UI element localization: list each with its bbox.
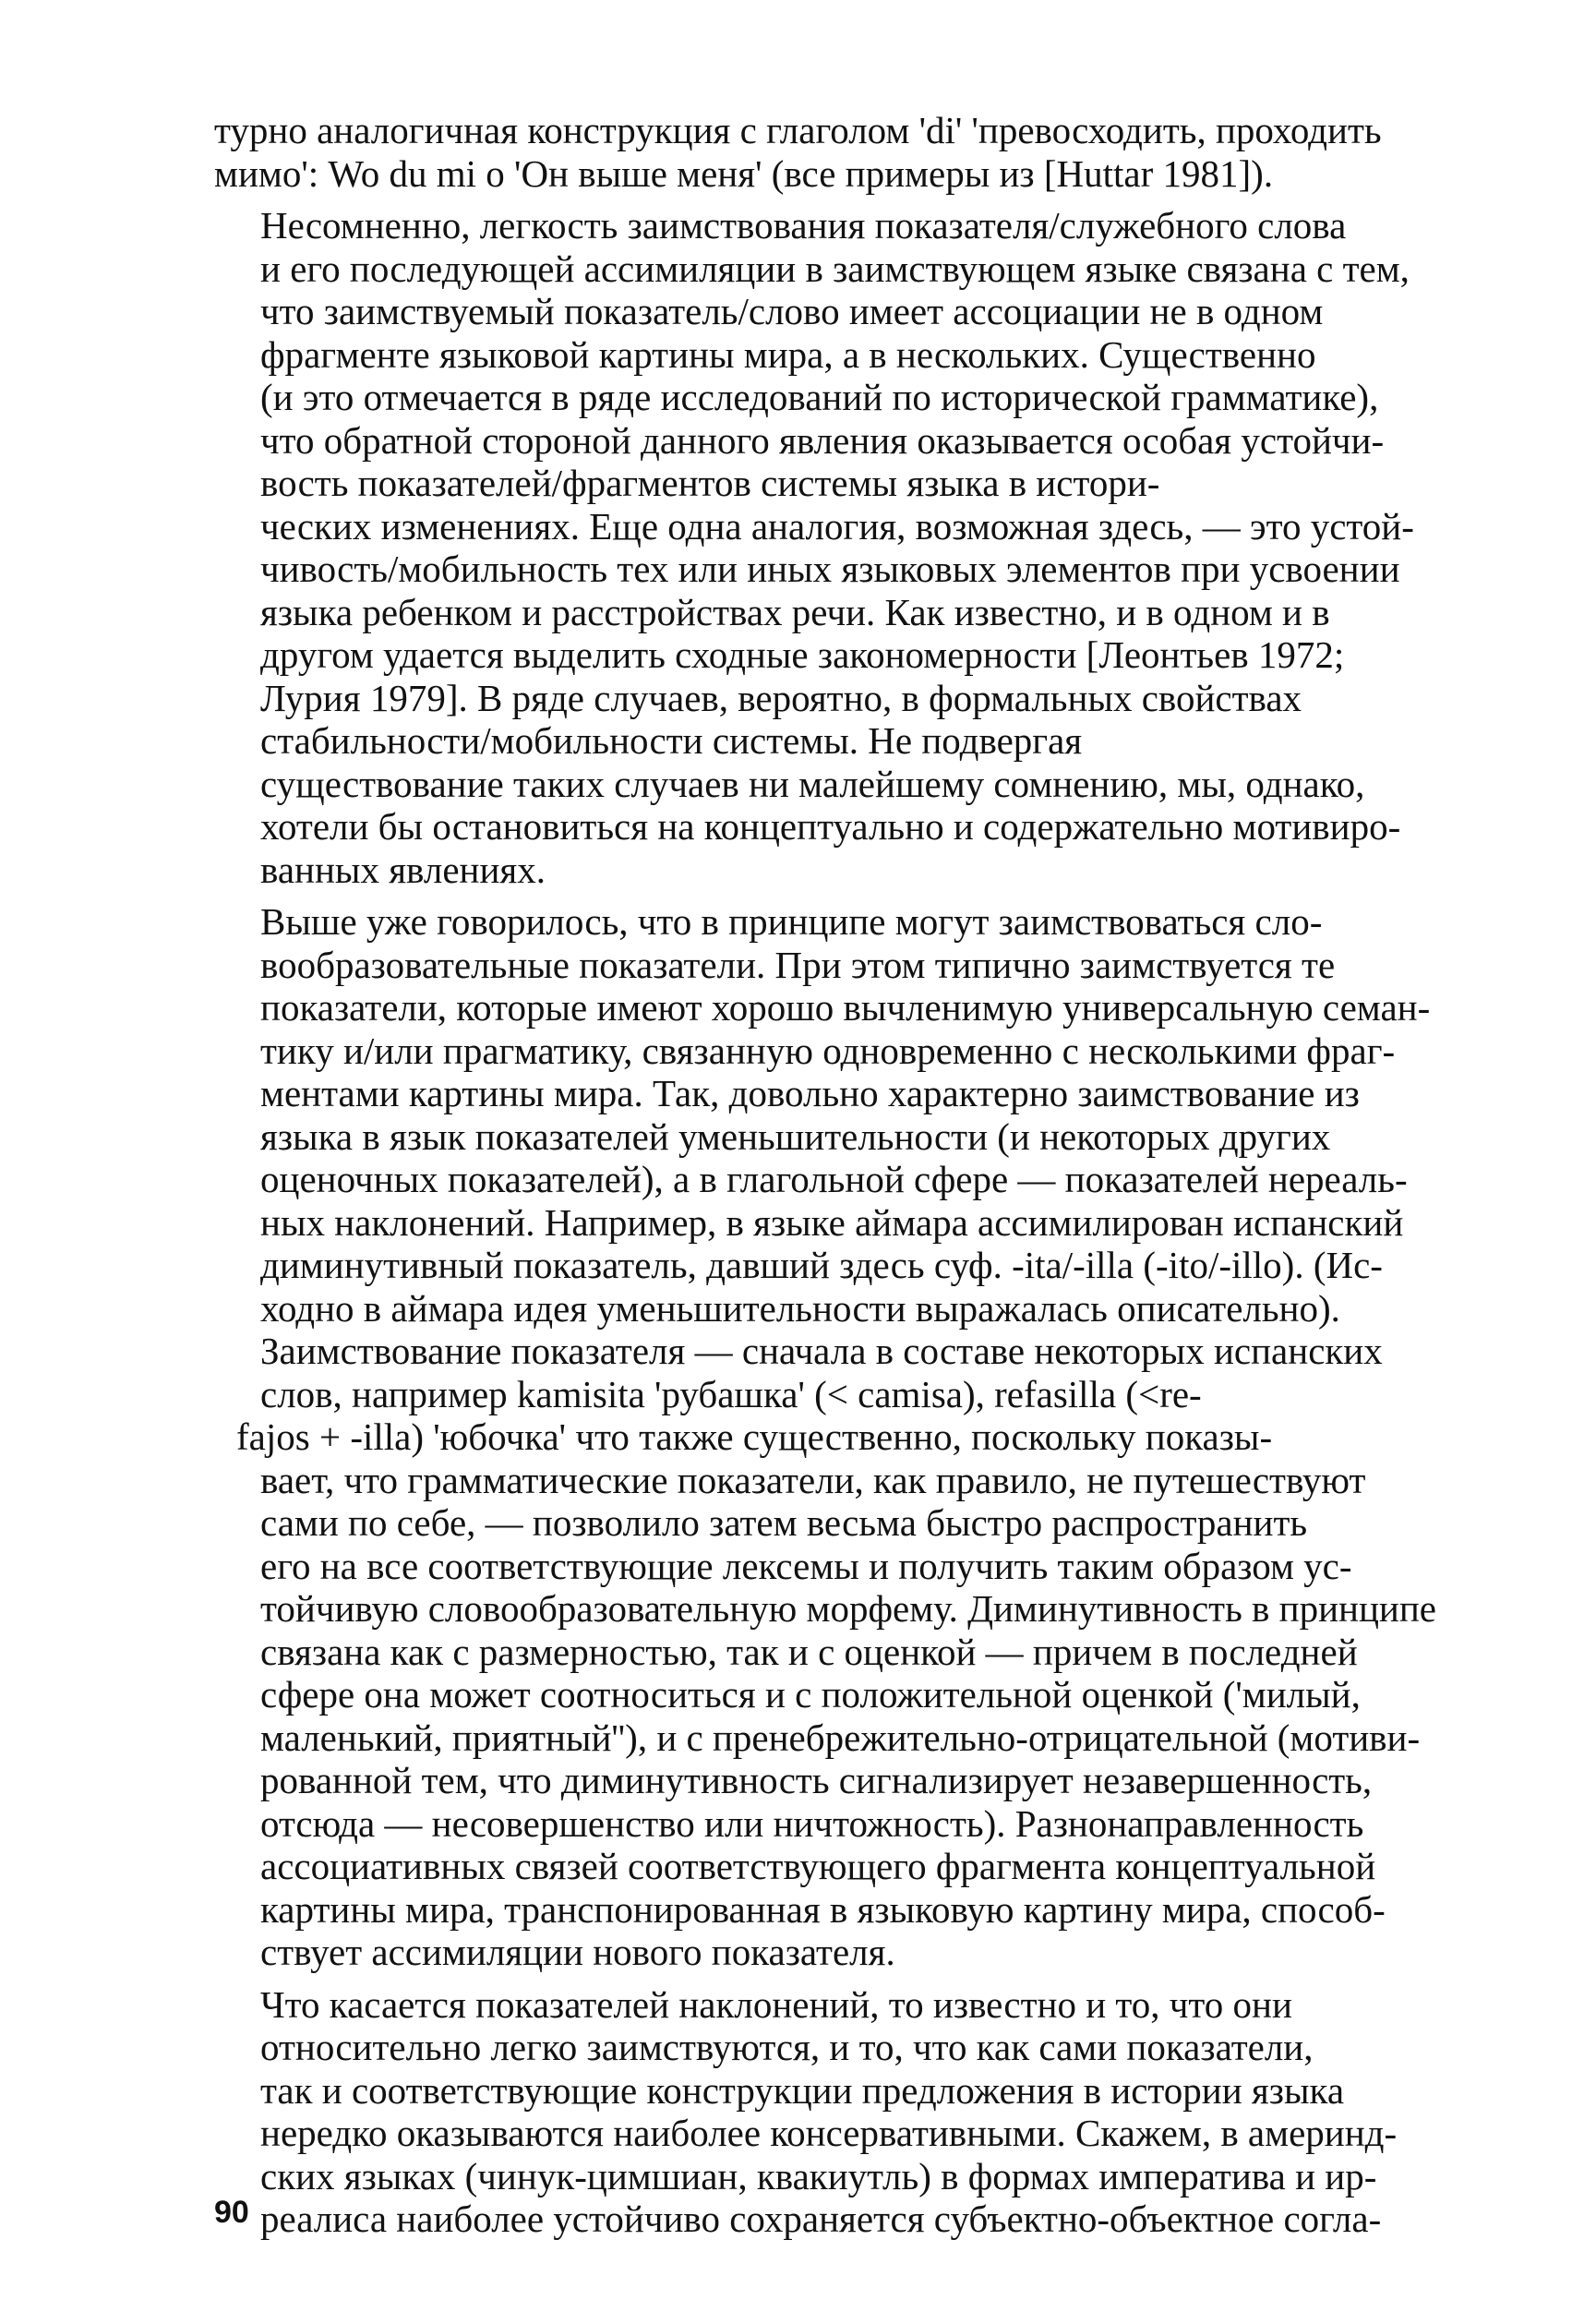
text-line: Заимствование показателя — сначала в составе некоторых испанских [260, 1330, 1383, 1372]
text-line: существование таких случаев ни малейшему сомнению, мы, однако, [260, 762, 1365, 805]
text-line: диминутивный показатель, давший здесь суф. -ita/-illa (-ito/-illo). (Ис- [260, 1244, 1383, 1286]
text-line: другом удается выделить сходные закономерности [Леонтьев 1972; [260, 633, 1345, 676]
text-line: его на все соответствующие лексемы и получить таким образом ус- [260, 1544, 1352, 1587]
text-line: что обратной стороной данного явления оказывается особая устойчи- [260, 418, 1385, 462]
text-line: вает, что грамматические показатели, как правило, не путешествуют [260, 1458, 1366, 1501]
text-line: что заимствуемый показатель/слово имеет ассоциации не в одном [260, 290, 1324, 332]
text-line: так и соответствующие конструкции предложения в истории языка [260, 2068, 1345, 2112]
text-line: хотели бы остановиться на концептуально и содержательно мотивиро- [260, 805, 1401, 848]
page-number: 90 [214, 2195, 249, 2230]
text-line: сами по себе, — позволило затем весьма быстро распространить [260, 1501, 1308, 1544]
paragraph-3 [214, 900, 1479, 1974]
text-line: тику и/или прагматику, связанную одновременно с несколькими фраг- [260, 1029, 1396, 1072]
text-line: ских языках (чинук-цимшиан, квакиутль) в формах императива и ир- [260, 2154, 1377, 2198]
text-line: Что касается показателей наклонений, то известно и то, что они [260, 1982, 1292, 2026]
text-line: ванных явлениях. [260, 848, 546, 891]
text-line: (и это отмечается в ряде исследований по исторической грамматике), [260, 376, 1379, 418]
text-line: мимо': Wo du mi o 'Он выше меня' (все примеры из [Huttar 1981]). [214, 151, 1274, 195]
text-line: рованной тем, что диминутивность сигнализирует незавершенность, [260, 1759, 1373, 1801]
paragraph-4 [214, 1983, 1479, 2241]
text-line: отсюда — несовершенство или ничтожность). Разнонаправленность [260, 1801, 1364, 1845]
text-line: вость показателей/фрагментов системы языка в истори- [260, 462, 1160, 504]
text-line: ассоциативных связей соответствующего фрагмента концептуальной [260, 1845, 1376, 1887]
text-line: фрагменте языковой картины мира, а в нескольких. Существенно [260, 332, 1316, 376]
text-line: ных наклонений. Например, в языке аймара ассимилирован испанский [260, 1200, 1404, 1244]
page-body [214, 109, 1479, 2241]
text-line: показатели, которые имеют хорошо вычленимую универсальную семан- [260, 986, 1431, 1029]
text-line: Лурия 1979]. В ряде случаев, вероятно, в формальных свойствах [260, 676, 1302, 719]
text-line: Несомненно, легкость заимствования показателя/служебного слова [260, 204, 1347, 247]
paragraph-2 [214, 204, 1479, 891]
text-line: языка ребенком и расстройствах речи. Как известно, и в одном и в [260, 590, 1330, 633]
text-line: чивость/мобильность тех или иных языковых элементов при усвоении [260, 548, 1400, 590]
text-line: турно аналогичная конструкция с глаголом 'di' 'превосходить, проходить [214, 109, 1382, 151]
text-line: fajos + -illa) 'юбочка' что также существенно, поскольку показы- [236, 1415, 1273, 1458]
text-line: стабильности/мобильности системы. Не подвергая [260, 719, 1083, 762]
text-line: нередко оказываются наиболее консервативными. Скажем, в америнд- [260, 2112, 1398, 2154]
text-line: ментами картины мира. Так, довольно характерно заимствование из [260, 1072, 1360, 1114]
text-line: связана как с размерностью, так и с оценкой — причем в последней [260, 1630, 1358, 1673]
text-line: ходно в аймара идея уменьшительности выражалась описательно). [260, 1286, 1340, 1330]
text-line: реалиса наиболее устойчиво сохраняется субъектно-объектное согла- [260, 2198, 1382, 2240]
text-line: картины мира, транспонированная в языковую картину мира, способ- [260, 1887, 1386, 1931]
text-line: и его последующей ассимиляции в заимствующем языке связана с тем, [260, 247, 1410, 290]
text-line: Выше уже говорилось, что в принципе могут заимствоваться сло- [260, 900, 1323, 943]
text-line: ческих изменениях. Еще одна аналогия, возможная здесь, — это устой- [260, 504, 1414, 548]
text-line: маленький, приятный''), и с пренебрежительно-отрицательной (мотиви- [260, 1716, 1421, 1759]
text-line: языка в язык показателей уменьшительности (и некоторых других [260, 1114, 1331, 1158]
text-line: слов, например kamisita 'рубашка' (< camisa), refasilla (<re- [260, 1372, 1202, 1415]
paragraph-1 [214, 109, 1479, 195]
text-line: вообразовательные показатели. При этом типично заимствуется те [260, 943, 1336, 986]
text-line: оценочных показателей), а в глагольной сфере — показателей нереаль- [260, 1158, 1408, 1200]
text-line: ствует ассимиляции нового показателя. [260, 1931, 895, 1973]
text-line: тойчивую словообразовательную морфему. Диминутивность в принципе [260, 1587, 1437, 1630]
text-line: относительно легко заимствуются, и то, что как сами показатели, [260, 2026, 1314, 2068]
text-line: сфере она может соотноситься и с положительной оценкой ('милый, [260, 1673, 1361, 1716]
